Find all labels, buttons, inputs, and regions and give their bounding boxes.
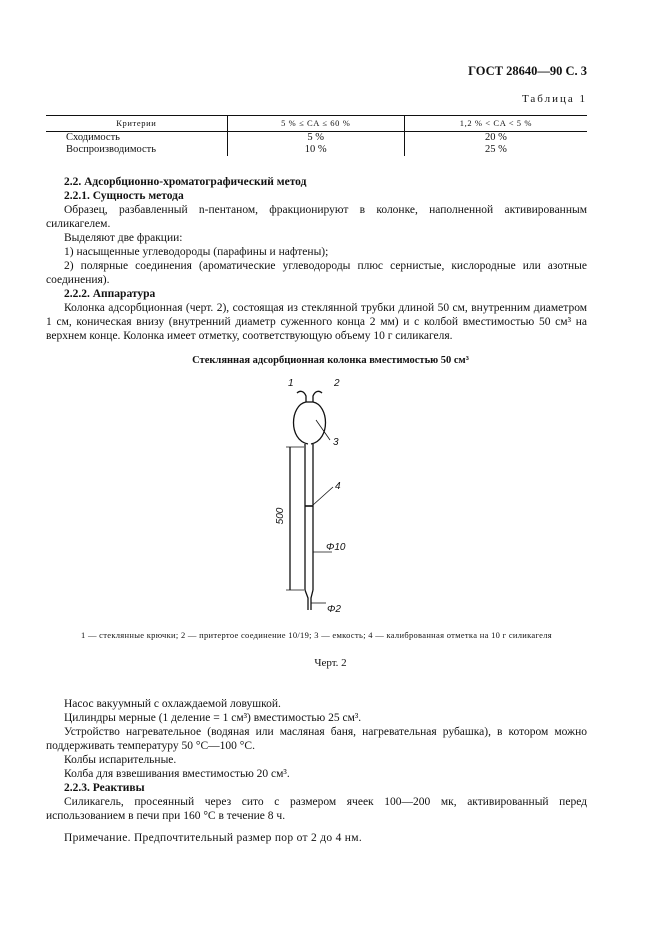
label-length: 500	[275, 507, 286, 525]
figure-title: Стеклянная адсорбционная колонка вместимостью 50 см³	[192, 355, 469, 366]
table-header-range-high: 5 % ≤ CA ≤ 60 %	[227, 116, 404, 132]
paragraph: Образец, разбавленный n-пентаном, фракционируют в колонке, наполненной активированным силикагелем.	[46, 204, 587, 230]
section-title: 2.2.1. Сущность метода	[64, 190, 184, 202]
row-value: 20 %	[404, 132, 587, 145]
figure-number: Черт. 2	[314, 657, 347, 669]
note: Примечание. Предпочтительный размер пор от 2 до 4 нм.	[64, 832, 363, 844]
list-item: 1) насыщенные углеводороды (парафины и нафтены);	[64, 246, 329, 258]
table-header-criteria: Критерии	[46, 116, 227, 132]
label-4: 4	[335, 481, 341, 492]
paragraph: Колбы испарительные.	[64, 754, 177, 766]
paragraph: Цилиндры мерные (1 деление = 1 см³) вместимостью 25 см³.	[64, 712, 362, 724]
table-label: Таблица 1	[521, 93, 587, 105]
label-3: 3	[333, 437, 339, 448]
paragraph: Устройство нагревательное (водяная или масляная баня, нагревательная рубашка), в котором можно поддерживать температуру 50 °С—100 °С.	[46, 726, 587, 752]
paragraph: Насос вакуумный с охлаждаемой ловушкой.	[64, 698, 281, 710]
paragraph: Колонка адсорбционная (черт. 2), состоящая из стеклянной трубки длиной 50 см, внутренним диаметром 1 см, коническая внизу (внутренний диаметр суженного конца 2 мм) и с колбой вместимостью 50 см³ на верхнем конце. Колонка имеет отметку, соответствующую объему 10 г силикагеля.	[46, 302, 587, 342]
hook-right	[313, 391, 322, 402]
page-header: ГОСТ 28640—90 С. 3	[468, 64, 587, 78]
label-d10: Φ10	[326, 542, 346, 553]
row-value: 10 %	[227, 144, 404, 156]
row-name: Воспроизводимость	[66, 144, 157, 155]
leader-4	[313, 487, 333, 505]
section-title: 2.2.2. Аппаратура	[64, 288, 156, 300]
bulb-reservoir	[294, 402, 326, 444]
label-2: 2	[334, 378, 340, 389]
row-value: 5 %	[227, 132, 404, 145]
paragraph: Колба для взвешивания вместимостью 20 см³.	[64, 768, 290, 780]
label-d2: Φ2	[327, 604, 341, 615]
section-title: 2.2. Адсорбционно-хроматографический метод	[64, 176, 307, 188]
figure-caption: 1 — стеклянные крючки; 2 — притертое соединение 10/19; 3 — емкость; 4 — калиброванная отметка на 10 г силикагеля	[80, 630, 553, 640]
list-item: 2) полярные соединения (ароматические углеводороды плюс сернистые, кислородные или азотные соединения).	[46, 260, 587, 286]
section-after-figure	[46, 697, 587, 845]
paragraph: Выделяют две фракции:	[64, 232, 183, 244]
paragraph: Силикагель, просеянный через сито с размером ячеек 100—200 мк, активированный перед использованием в печи при 160 °С в течение 8 ч.	[46, 796, 587, 822]
hook-left	[297, 391, 306, 402]
tube-taper	[305, 590, 313, 610]
row-value: 25 %	[404, 144, 587, 156]
leader-3	[316, 420, 330, 440]
label-1: 1	[288, 378, 294, 389]
table-header-range-low: 1,2 % < CA < 5 %	[404, 116, 587, 132]
row-name: Сходимость	[66, 132, 120, 143]
section-title: 2.2.3. Реактивы	[64, 782, 145, 794]
